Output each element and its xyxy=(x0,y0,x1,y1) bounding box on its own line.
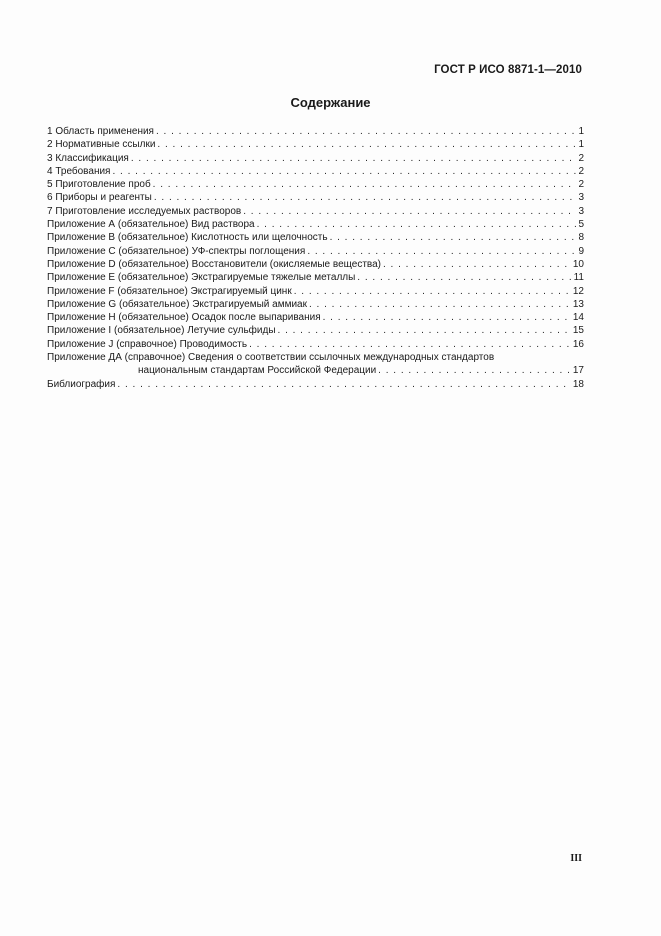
toc-entry-annex-da-continuation[interactable] xyxy=(47,364,584,377)
toc-leader-dots xyxy=(278,324,571,337)
toc-entry-label: Приложение F (обязательное) Экстрагируемый цинк xyxy=(47,285,292,297)
toc-entry-label: 6 Приборы и реагенты xyxy=(47,192,152,204)
toc-entry[interactable] xyxy=(47,138,584,151)
standard-designation: ГОСТ Р ИСО 8871-1—2010 xyxy=(434,64,582,76)
toc-leader-dots xyxy=(154,191,577,204)
toc-entry-page: 17 xyxy=(572,365,584,377)
toc-entry-page: 15 xyxy=(572,325,584,337)
toc-entry-page: 1 xyxy=(578,126,584,137)
toc-entry-label: Приложение Е (обязательное) Экстрагируемые тяжелые металлы xyxy=(47,272,356,284)
toc-entry-label: Приложение D (обязательное) Восстановители (окисляемые вещества) xyxy=(47,258,381,270)
toc-leader-dots xyxy=(117,378,570,391)
toc-entry[interactable] xyxy=(47,191,584,204)
toc-entry[interactable] xyxy=(47,338,584,351)
toc-entry-label: Приложение С (обязательное) УФ-спектры поглощения xyxy=(47,245,306,257)
toc-entry-label: 3 Классификация xyxy=(47,152,129,164)
toc-leader-dots xyxy=(156,125,576,138)
toc-entry-label: Приложение Н (обязательное) Осадок после выпаривания xyxy=(47,312,321,324)
toc-leader-dots xyxy=(157,138,576,151)
toc-entry[interactable] xyxy=(47,125,584,138)
toc-entry-label: 1 Область применения xyxy=(47,126,154,137)
toc-entry-label: Приложение А (обязательное) Вид раствора xyxy=(47,219,255,231)
toc-entry-label: Приложение J (справочное) Проводимость xyxy=(47,338,248,350)
toc-entry-page: 18 xyxy=(572,378,584,390)
toc-leader-dots xyxy=(323,311,571,324)
toc-entry-label: Приложение В (обязательное) Кислотность или щелочность xyxy=(47,232,328,244)
toc-leader-dots xyxy=(309,298,571,311)
toc-entry[interactable] xyxy=(47,152,584,165)
toc-entry-label: Приложение G (обязательное) Экстрагируемый аммиак xyxy=(47,298,307,310)
toc-entry-label: Приложение I (обязательное) Летучие сульфиды xyxy=(47,325,276,337)
toc-entry[interactable] xyxy=(47,165,584,178)
toc-leader-dots xyxy=(249,338,571,351)
toc-entry-page: 16 xyxy=(572,338,584,350)
toc-entry-page: 5 xyxy=(578,219,584,231)
toc-leader-dots xyxy=(330,231,577,244)
toc-entry[interactable] xyxy=(47,324,584,337)
toc-leader-dots xyxy=(112,165,576,178)
toc-entry[interactable] xyxy=(47,231,584,244)
toc-leader-dots xyxy=(131,152,577,165)
toc-entry-page: 2 xyxy=(578,165,584,177)
toc-entry-page: 9 xyxy=(578,245,584,257)
toc-entry-page: 1 xyxy=(578,139,584,151)
toc-entry-page: 14 xyxy=(572,312,584,324)
toc-leader-dots xyxy=(294,285,571,298)
toc-entry[interactable] xyxy=(47,245,584,258)
table-of-contents xyxy=(47,125,584,391)
toc-entry-label: 5 Приготовление проб xyxy=(47,179,151,191)
toc-entry-page: 10 xyxy=(572,258,584,270)
toc-leader-dots xyxy=(378,364,571,377)
toc-entry-page: 2 xyxy=(578,179,584,191)
toc-leader-dots xyxy=(307,245,576,258)
toc-entry-page: 3 xyxy=(578,205,584,217)
toc-entry-page: 11 xyxy=(573,272,584,284)
page-number: III xyxy=(570,853,582,864)
toc-entry-label: 2 Нормативные ссылки xyxy=(47,139,156,151)
toc-entry-page: 2 xyxy=(578,152,584,164)
toc-entry[interactable] xyxy=(47,258,584,271)
toc-entry[interactable] xyxy=(47,205,584,218)
toc-entry[interactable] xyxy=(47,298,584,311)
toc-entry[interactable] xyxy=(47,271,584,284)
toc-entry[interactable] xyxy=(47,311,584,324)
toc-entry-label: национальным стандартам Российской Федерации xyxy=(138,365,377,377)
toc-entry-page: 3 xyxy=(578,192,584,204)
toc-title: Содержание xyxy=(290,95,371,110)
toc-entry-label: Библиография xyxy=(47,378,116,390)
toc-entry-page: 8 xyxy=(578,232,584,244)
toc-leader-dots xyxy=(257,218,577,231)
toc-entry[interactable] xyxy=(47,218,584,231)
toc-entry-label: 7 Приготовление исследуемых растворов xyxy=(47,205,242,217)
toc-entry-page: 12 xyxy=(572,285,584,297)
toc-leader-dots xyxy=(383,258,571,271)
toc-entry-page: 13 xyxy=(572,298,584,310)
toc-entry[interactable] xyxy=(47,285,584,298)
toc-leader-dots xyxy=(153,178,577,191)
toc-entry-annex-da-title[interactable]: Приложение ДА (справочное) Сведения о соответствии ссылочных международных стандартов xyxy=(47,352,495,364)
toc-entry-label: 4 Требования xyxy=(47,165,111,177)
toc-entry-bibliography[interactable] xyxy=(47,378,584,391)
toc-entry[interactable] xyxy=(47,178,584,191)
toc-leader-dots xyxy=(243,205,576,218)
toc-leader-dots xyxy=(357,271,571,284)
